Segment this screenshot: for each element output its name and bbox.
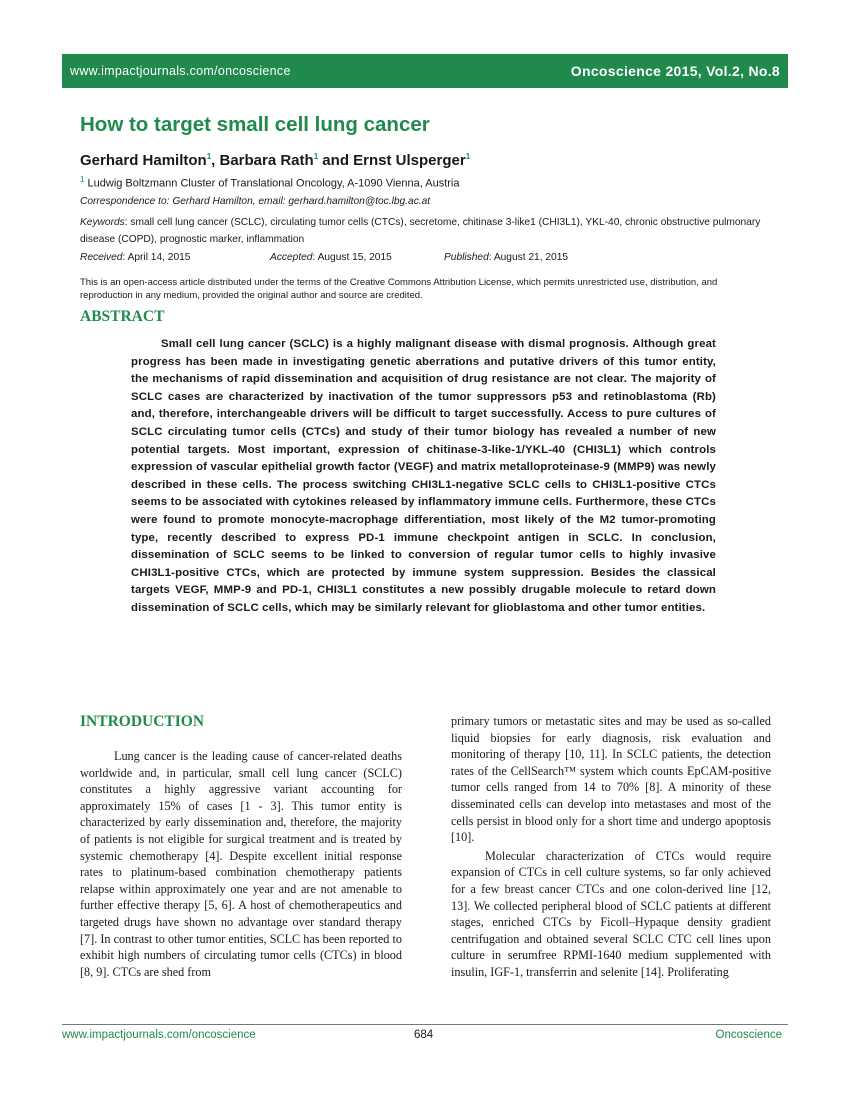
introduction-heading: INTRODUCTION <box>80 713 205 730</box>
header-journal-url[interactable]: www.impactjournals.com/oncoscience <box>70 64 291 78</box>
article-title: How to target small cell lung cancer <box>80 113 430 136</box>
left-column <box>80 748 402 980</box>
author-affiliation-mark: 1 <box>465 152 471 161</box>
keywords <box>80 214 770 248</box>
footer-divider <box>62 1024 788 1025</box>
published-date <box>444 252 568 263</box>
received-value: : April 14, 2015 <box>122 252 191 263</box>
author-list <box>80 152 470 169</box>
body-paragraph: primary tumors or metastatic sites and may be used as so-called liquid biopsies for early diagnosis, risk evaluation and monitoring of therapy [10, 11]. In SCLC patients, the detection rates of the CellSearch™ system which counts EpCAM-positive tumor cells ranged from 14 to 70% [8]. A minority of these disseminated cells can develop into metastases and most of the cells persist in blood only for a short time and undergo apoptosis [10]. <box>451 714 771 845</box>
accepted-value: : August 15, 2015 <box>312 252 392 263</box>
page-number: 684 <box>414 1029 434 1041</box>
header-issue-info: Oncoscience 2015, Vol.2, No.8 <box>570 63 780 79</box>
affiliation-mark: 1 <box>80 175 85 184</box>
journal-header-bar <box>62 54 788 88</box>
correspondence-label: Correspondence to: <box>80 196 170 207</box>
author-name: Barbara Rath <box>219 152 314 169</box>
received-label: Received <box>80 252 123 263</box>
abstract-text: Small cell lung cancer (SCLC) is a highly malignant disease with dismal prognosis. Although great progress has been made in investigating genetic aberrations and putative drivers of this tumor entity, the mechanisms of rapid dissemination and acquisition of drug resistance are not clear. The majority of SCLC cases are characterized by inactivation of the tumor suppressors p53 and retinoblastoma (Rb) and, therefore, interchangeable drivers will be difficult to target successfully. Access to pure cultures of SCLC circulating tumor cells (CTCs) and study of their tumor biology has revealed a number of new potential targets. Most important, expression of chitinase-3-like-1/YKL-40 (CHI3L1) which controls expression of vascular epithelial growth factor (VEGF) and matrix metalloproteinase-9 (MMP9) was newly described in these cells. The process switching CHI3L1-negative SCLC cells to CHI3L1-positive CTCs seems to be associated with cytokines released by inflammatory immune cells. Furthermore, these CTCs were found to promote monocyte-macrophage differentiation, most likely of the M2 tumor-promoting type, recently described to express PD-1 immune checkpoint antigen in SCLC. In conclusion, dissemination of SCLC seems to be linked to conversion of regular tumor cells to highly invasive CHI3L1-positive CTCs, which are protected by immune system suppression. Besides the classical targets VEGF, MMP-9 and PD-1, CHI3L1 constitutes a new possibly drugable molecule to retard down dissemination of SCLC cells, which may be similarly relevant for glioblastoma and other tumor entities. <box>131 338 716 614</box>
keywords-label: Keywords <box>80 217 125 228</box>
published-label: Published <box>444 252 489 263</box>
accepted-date <box>270 252 392 263</box>
correspondence <box>80 196 430 207</box>
body-paragraph: Lung cancer is the leading cause of cancer-related deaths worldwide and, in particular, small cell lung cancer (SCLC) constitutes a highly aggressive variant accounting for approximately 15% of cases [1 - 3]. This tumor entity is characterized by early dissemination and, therefore, the majority of patients is not eligible for surgical treatment and is treated by systemic chemotherapy [4]. Despite excellent initial response rates to platinum-based combination chemotherapy patients relapse within approximately one year and are not amenable to further effective therapy [5, 6]. A host of chemotherapeutics and targeted drugs have shown no advantage over standard therapy [7]. In contrast to other tumor entities, SCLC has been reported to exhibit high numbers of circulating tumor cells (CTCs) in blood [8, 9]. CTCs are shed from <box>80 749 402 979</box>
author-affiliation-mark: 1 <box>206 152 212 161</box>
accepted-label: Accepted <box>270 252 313 263</box>
author-separator: , <box>211 152 220 169</box>
keywords-text: : small cell lung cancer (SCLC), circulating tumor cells (CTCs), secretome, chitinase 3-like1 (CHI3L1), YKL-40, chronic obstructive pulmonary disease (COPD), prognostic marker, inflammation <box>80 217 761 245</box>
affiliation-text: Ludwig Boltzmann Cluster of Translational Oncology, A-1090 Vienna, Austria <box>87 177 460 190</box>
author-affiliation-mark: 1 <box>313 152 319 161</box>
license-notice: This is an open-access article distributed under the terms of the Creative Commons Attribution License, which permits unrestricted use, distribution, and reproduction in any medium, provided the original author and source are credited. <box>80 277 718 301</box>
author-name: Gerhard Hamilton <box>80 152 207 169</box>
footer-journal-url[interactable]: www.impactjournals.com/oncoscience <box>62 1029 256 1041</box>
author-name: Ernst Ulsperger <box>353 152 466 169</box>
published-value: : August 21, 2015 <box>488 252 569 263</box>
abstract-heading: ABSTRACT <box>80 308 165 325</box>
affiliation <box>80 175 460 190</box>
body-paragraph: Molecular characterization of CTCs would require expansion of CTCs in cell culture systems, so far only achieved for a few breast cancer CTCs and one colon-derived line [12, 13]. We collected peripheral blood of SCLC patients at different stages, enriched CTCs by Ficoll–Hypaque density gradient centrifugation and obtained several SCLC CTC cell lines upon culture in serumfree RPMI-1640 medium supplemented with insulin, IGF-1, transferrin and selenite [14]. Proliferating <box>451 848 771 979</box>
author-separator: and <box>318 152 354 169</box>
correspondence-text[interactable]: Gerhard Hamilton, email: gerhard.hamilton@toc.lbg.ac.at <box>172 196 431 207</box>
right-column <box>451 713 771 981</box>
received-date <box>80 252 190 263</box>
footer-journal-name: Oncoscience <box>715 1029 782 1041</box>
